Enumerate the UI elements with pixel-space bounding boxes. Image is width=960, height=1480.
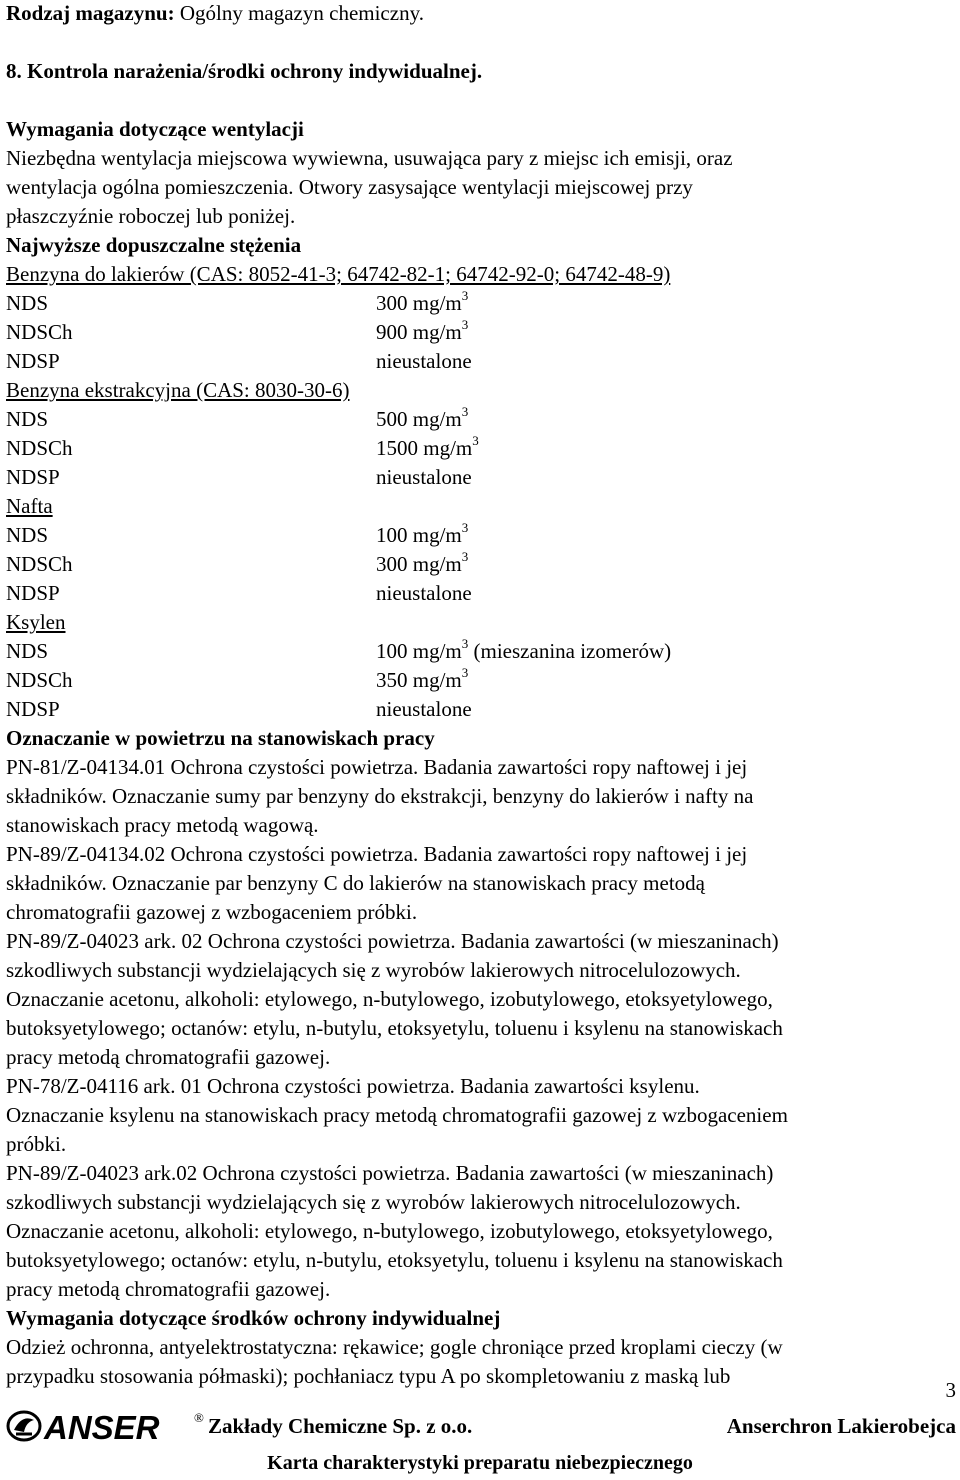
measurement-text-line: Oznaczanie acetonu, alkoholi: etylowego, n-butylowego, izobutylowego, etoksyetylowego,	[6, 987, 773, 1011]
limit-unit: mg/m	[407, 320, 462, 344]
limit-value-number: 300	[376, 552, 408, 576]
product-name: Anserchron Lakierobejca	[726, 1414, 956, 1438]
store-type-line	[6, 0, 424, 26]
limit-label: NDSP	[6, 581, 60, 605]
measurement-text-line: PN-89/Z-04023 ark.02 Ochrona czystości powietrza. Badania zawartości (w mieszaninach)	[6, 1161, 774, 1185]
limit-value-number: 350	[376, 668, 408, 692]
registered-mark: ®	[194, 1410, 204, 1425]
limit-value	[376, 551, 468, 577]
limit-unit: mg/m	[407, 639, 462, 663]
measurement-text-line: PN-89/Z-04023 ark. 02 Ochrona czystości powietrza. Badania zawartości (w mieszaninach)	[6, 929, 779, 953]
limit-unit: mg/m	[407, 668, 462, 692]
document-title: Karta charakterystyki preparatu niebezpiecznego	[267, 1452, 693, 1474]
limit-value	[376, 580, 472, 606]
limit-note: (mieszanina izomerów)	[468, 639, 672, 663]
limit-value	[376, 667, 468, 693]
substance-name: Benzyna ekstrakcyjna (CAS: 8030-30-6)	[6, 378, 350, 402]
measurement-text-line: butoksyetylowego; octanów: etylu, n-butylu, etoksyetylu, toluenu i ksylenu na stanowiskach	[6, 1016, 783, 1040]
measurement-text-line: chromatografii gazowej z wzbogaceniem próbki.	[6, 900, 418, 924]
ppe-text-2: przypadku stosowania półmaski); pochłaniacz typu A po skompletowaniu z maską lub	[6, 1364, 731, 1388]
limit-row	[6, 522, 946, 548]
store-type-value: Ogólny magazyn chemiczny.	[174, 1, 424, 25]
limit-row	[6, 696, 946, 722]
store-type-label: Rodzaj magazynu:	[6, 1, 175, 25]
ventilation-heading: Wymagania dotyczące wentylacji	[6, 117, 304, 141]
limit-unit: mg/m	[407, 407, 462, 431]
limit-unit-exponent: 3	[461, 549, 469, 564]
limit-label: NDSP	[6, 465, 60, 489]
measurement-text-line: PN-81/Z-04134.01 Ochrona czystości powietrza. Badania zawartości ropy naftowej i jej	[6, 755, 748, 779]
limit-value	[376, 638, 671, 664]
measurement-text-line: składników. Oznaczanie sumy par benzyny do ekstrakcji, benzyny do lakierów i nafty na	[6, 784, 754, 808]
substance-name: Benzyna do lakierów (CAS: 8052-41-3; 64742-82-1; 64742-92-0; 64742-48-9)	[6, 262, 671, 286]
section-title: 8. Kontrola narażenia/środki ochrony indywidualnej.	[6, 59, 483, 83]
limit-value	[376, 435, 479, 461]
limit-value	[376, 696, 472, 722]
measurement-text-line: szkodliwych substancji wydzielających się z wyrobów lakierowych nitrocelulozowych.	[6, 1190, 741, 1214]
limit-unit-exponent: 3	[461, 404, 469, 419]
measurement-text-line: PN-89/Z-04134.02 Ochrona czystości powietrza. Badania zawartości ropy naftowej i jej	[6, 842, 748, 866]
limit-unit-exponent: 3	[461, 636, 469, 651]
limit-value-number: 300	[376, 291, 408, 315]
limit-unit: mg/m	[407, 552, 462, 576]
limit-row	[6, 667, 946, 693]
substance-name: Nafta	[6, 494, 53, 518]
limit-value-text: nieustalone	[376, 697, 472, 721]
limit-row	[6, 348, 946, 374]
limit-label: NDS	[6, 639, 49, 663]
limit-value	[376, 348, 472, 374]
measurement-text-line: pracy metodą chromatografii gazowej.	[6, 1045, 331, 1069]
ventilation-text-2: wentylacja ogólna pomieszczenia. Otwory zasysające wentylacji miejscowej przy	[6, 175, 693, 199]
substance-name: Ksylen	[6, 610, 66, 634]
limit-label: NDSP	[6, 349, 60, 373]
limit-unit-exponent: 3	[461, 288, 469, 303]
logo-text: ANSER	[44, 1409, 160, 1444]
limit-value-text: nieustalone	[376, 349, 472, 373]
limit-row	[6, 580, 946, 606]
limit-label: NDSCh	[6, 436, 73, 460]
measurement-heading: Oznaczanie w powietrzu na stanowiskach pracy	[6, 726, 435, 750]
limit-value-number: 500	[376, 407, 408, 431]
limit-value	[376, 522, 468, 548]
limit-value	[376, 319, 468, 345]
limit-value	[376, 290, 468, 316]
limit-value	[376, 464, 472, 490]
limit-row	[6, 638, 946, 664]
company-name: Zakłady Chemiczne Sp. z o.o.	[208, 1414, 473, 1438]
anser-logo-icon	[4, 1408, 194, 1444]
ppe-text-1: Odzież ochronna, antyelektrostatyczna: rękawice; gogle chroniące przed kroplami cieczy (w	[6, 1335, 783, 1359]
limit-row	[6, 290, 946, 316]
measurement-text-line: szkodliwych substancji wydzielających się z wyrobów lakierowych nitrocelulozowych.	[6, 958, 741, 982]
limit-value-number: 100	[376, 523, 408, 547]
ppe-heading: Wymagania dotyczące środków ochrony indywidualnej	[6, 1306, 501, 1330]
limit-label: NDSP	[6, 697, 60, 721]
limit-row	[6, 319, 946, 345]
page-number: 3	[945, 1378, 956, 1402]
limit-value-number: 100	[376, 639, 408, 663]
measurement-text-line: Oznaczanie ksylenu na stanowiskach pracy metodą chromatografii gazowej z wzbogaceniem	[6, 1103, 788, 1127]
ventilation-text-1: Niezbędna wentylacja miejscowa wywiewna, usuwająca pary z miejsc ich emisji, oraz	[6, 146, 733, 170]
limit-row	[6, 406, 946, 432]
limit-label: NDS	[6, 407, 49, 431]
footer-bar	[0, 1408, 960, 1444]
measurement-text-line: składników. Oznaczanie par benzyny C do lakierów na stanowiskach pracy metodą	[6, 871, 705, 895]
limit-row	[6, 435, 946, 461]
limit-label: NDSCh	[6, 668, 73, 692]
limit-row	[6, 464, 946, 490]
limit-unit: mg/m	[407, 523, 462, 547]
limit-label: NDSCh	[6, 552, 73, 576]
limit-value-number: 900	[376, 320, 408, 344]
limit-value	[376, 406, 468, 432]
measurement-text-line: pracy metodą chromatografii gazowej.	[6, 1277, 331, 1301]
limit-unit-exponent: 3	[461, 317, 469, 332]
limits-heading: Najwyższe dopuszczalne stężenia	[6, 233, 302, 257]
limit-unit-exponent: 3	[472, 433, 479, 448]
ventilation-text-3: płaszczyźnie roboczej lub poniżej.	[6, 204, 296, 228]
limit-value-number: 1500	[376, 436, 418, 460]
measurement-text-line: stanowiskach pracy metodą wagową.	[6, 813, 319, 837]
measurement-text-line: butoksyetylowego; octanów: etylu, n-butylu, etoksyetylu, toluenu i ksylenu na stanowiskach	[6, 1248, 783, 1272]
limit-row	[6, 551, 946, 577]
limit-label: NDS	[6, 523, 49, 547]
limit-label: NDSCh	[6, 320, 73, 344]
measurement-text-line: PN-78/Z-04116 ark. 01 Ochrona czystości powietrza. Badania zawartości ksylenu.	[6, 1074, 700, 1098]
limit-label: NDS	[6, 291, 49, 315]
limit-unit-exponent: 3	[461, 520, 469, 535]
limit-unit: mg/m	[418, 436, 473, 460]
limit-value-text: nieustalone	[376, 581, 472, 605]
measurement-text-line: Oznaczanie acetonu, alkoholi: etylowego, n-butylowego, izobutylowego, etoksyetylowego,	[6, 1219, 773, 1243]
anser-logo	[4, 1408, 234, 1444]
limit-unit-exponent: 3	[461, 665, 469, 680]
measurement-text-line: próbki.	[6, 1132, 67, 1156]
limit-unit: mg/m	[407, 291, 462, 315]
limit-value-text: nieustalone	[376, 465, 472, 489]
